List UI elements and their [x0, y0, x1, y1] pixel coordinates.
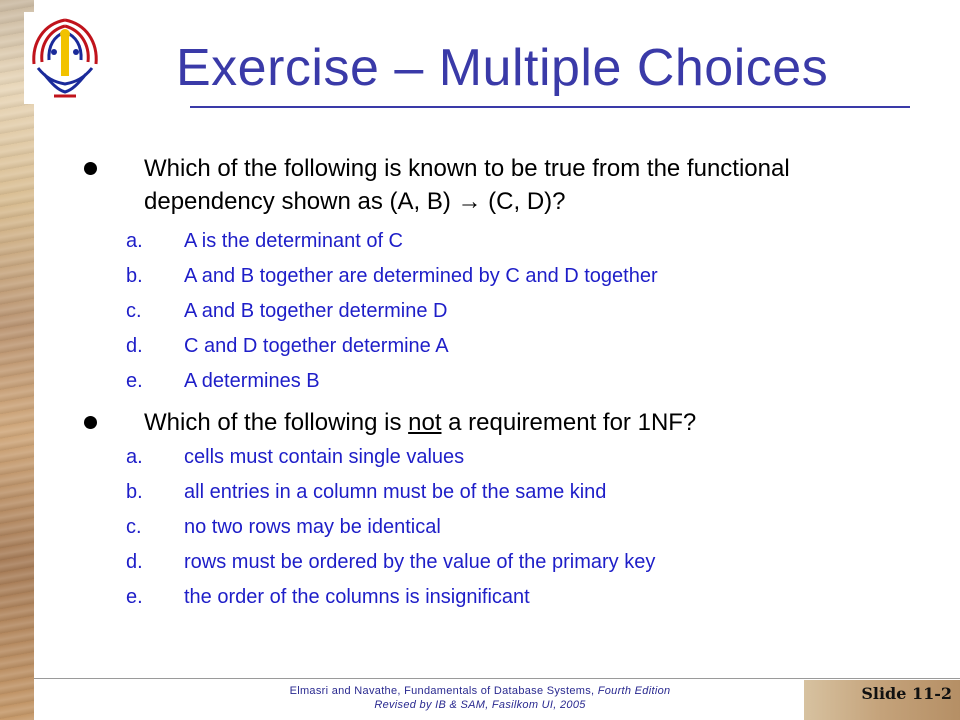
option-letter: d.: [126, 335, 143, 357]
option-letter: c.: [126, 300, 142, 322]
option-text: A and B together determine D: [184, 300, 448, 322]
option-letter: c.: [126, 516, 142, 538]
option-text: A is the determinant of C: [184, 230, 404, 252]
option-letter: a.: [126, 446, 143, 468]
option-letter: b.: [126, 265, 143, 287]
question-1-text: Which of the following is known to be true from the functional dependency shown as (A, B) → (C, D)?: [144, 155, 790, 215]
option-letter: e.: [126, 370, 143, 392]
footer-edition: Fourth Edition: [597, 685, 671, 697]
option-text: A determines B: [184, 370, 320, 392]
option-text: no two rows may be identical: [184, 516, 441, 538]
option-text: rows must be ordered by the value of the primary key: [184, 551, 656, 573]
option-text: C and D together determine A: [184, 335, 449, 357]
option-text: A and B together are determined by C and D together: [184, 265, 658, 287]
slide-number: Slide 11-2: [861, 684, 952, 703]
option-text: cells must contain single values: [184, 446, 465, 468]
question-2-text-end: a requirement for 1NF?: [441, 409, 697, 436]
question-2-emphasis: not: [408, 409, 442, 436]
option-text: all entries in a column must be of the same kind: [184, 481, 607, 503]
title-underline: [190, 106, 910, 108]
question-2-text-start: Which of the following is: [144, 409, 409, 436]
option-letter: e.: [126, 586, 143, 608]
option-text: the order of the columns is insignificant: [184, 586, 530, 608]
option-letter: a.: [126, 230, 143, 252]
footer-divider: [34, 678, 960, 679]
slide-number-box: [804, 680, 960, 720]
footer-credits: [200, 684, 760, 712]
side-decoration-strip: [0, 0, 34, 720]
footer-line-1: [200, 684, 760, 698]
university-logo-icon: [24, 12, 106, 104]
option-letter: b.: [126, 481, 143, 503]
slide-title: Exercise – Multiple Choices: [176, 39, 829, 97]
footer-citation: Elmasri and Navathe, Fundamentals of Database Systems,: [289, 685, 598, 697]
question-2-text: [144, 406, 904, 439]
bullet-icon: [84, 162, 97, 175]
footer-line-2: Revised by IB & SAM, Fasilkom UI, 2005: [374, 699, 586, 711]
option-letter: d.: [126, 551, 143, 573]
bullet-icon: [84, 416, 97, 429]
